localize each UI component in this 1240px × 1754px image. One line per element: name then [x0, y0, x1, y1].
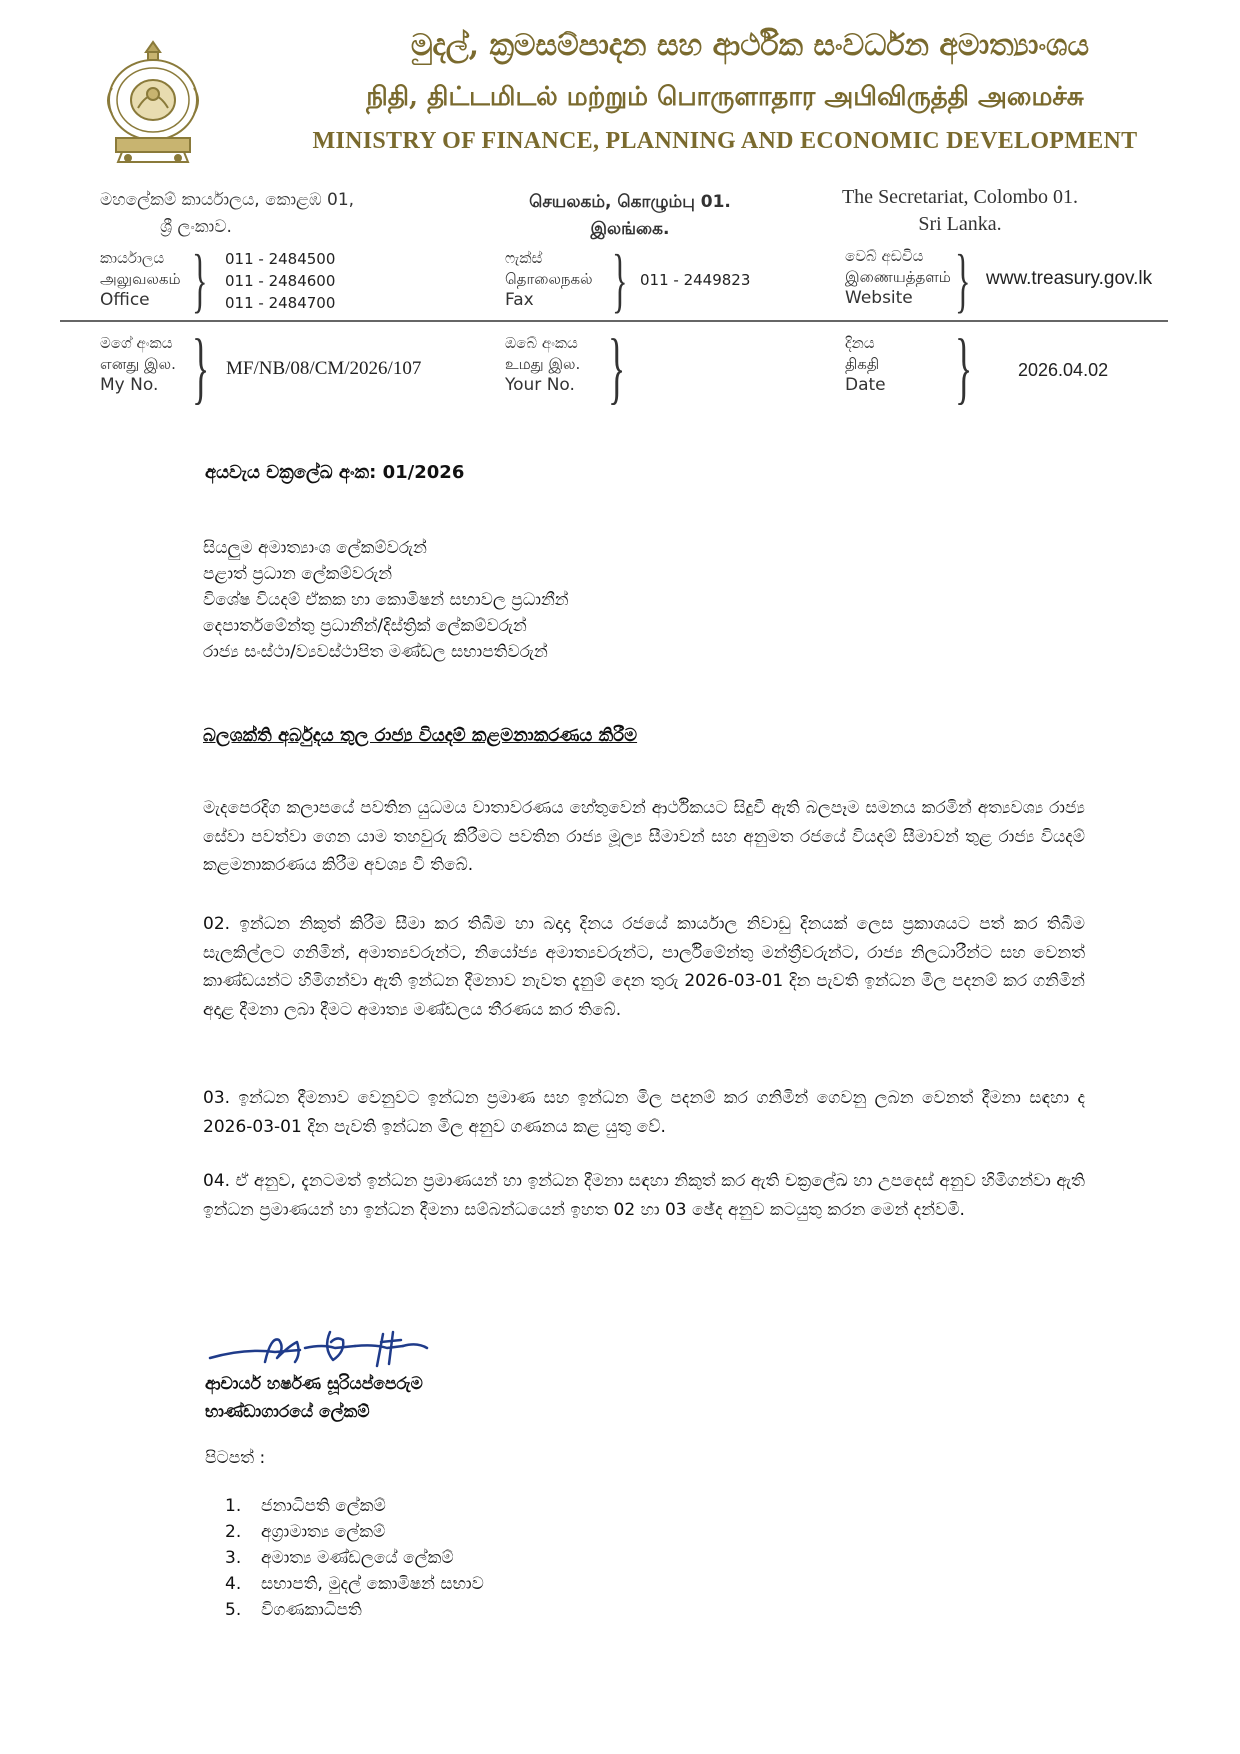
recipient-line: රාජ්‍ය සංස්ථා/ව්‍යවස්ථාපිත මණ්ඩල සභාපතිවරුන් [203, 642, 548, 662]
date-label [845, 333, 886, 396]
handwritten-signature [205, 1318, 485, 1378]
paragraph-02: 02. ඉන්ධන නිකුත් කිරීම සීමා කර තිබීම හා බදාදා දිනය රජයේ කාර්යාල නිවාඩු දිනයක් ලෙස ප්‍රකාශයට පත් කර තිබීම සැලකිල්ලට ගනිමින්, අමාත්‍යවරුන්ට, නියෝජ්‍ය අමාත්‍යවරුන්ට, පාර්ලිමේන්තු මන්ත්‍රීවරුන්ට, රාජ්‍ය නිලධාරීන්ට සහ වෙනත් කාණ්ඩයන්ට හිමිගන්වා ඇති ඉන්ධන දීමනාව නැවත දැනුම් දෙන තුරු 2026-03-01 දින පැවති ඉන්ධන මිල පදනම් කර ගනිමින් අදාළ දීමනා ලබා දීමට අමාත්‍ය මණ්ඩලය තීරණය කර තිබේ. [203, 914, 1085, 1020]
office-label-en: Office [100, 290, 150, 310]
copies-list [225, 1493, 484, 1623]
circular-number: අයවැය චක්‍රලේඛ අංක: 01/2026 [205, 462, 465, 483]
address-si-line1: මහලේකම් කාර්යාලය, කොළඹ 01, [100, 190, 355, 210]
my-no-label [100, 333, 176, 396]
your-no-label-en: Your No. [505, 375, 575, 395]
list-item [225, 1519, 484, 1545]
office-number[interactable]: 011 - 2484700 [225, 294, 336, 312]
your-no-label-ta: உமது இல. [505, 355, 581, 373]
copy-recipient: අමාත්‍ය මණ්ඩලයේ ලේකම් [261, 1548, 454, 1568]
my-no-label-ta: எனது இல. [100, 355, 176, 373]
copy-number: 4. [225, 1574, 242, 1594]
copy-recipient: ජනාධිපති ලේකම් [261, 1496, 386, 1516]
address-en-line2: Sri Lanka. [918, 213, 1002, 235]
date-label-ta: திகதி [845, 355, 880, 373]
office-label-ta: அலுவலகம் [100, 270, 181, 288]
fax-label [505, 248, 593, 311]
date-label-en: Date [845, 375, 886, 395]
office-brace: } [192, 240, 208, 320]
address-sinhala [100, 187, 400, 241]
address-ta-line2: இலங்கை. [590, 219, 670, 239]
website-label-si: වෙබ් අඩවිය [845, 247, 924, 265]
signer-name: ආචාර්ය හර්ෂණ සූරියප්පෙරුම [205, 1374, 423, 1394]
website-label-ta: இணையத்தளம் [845, 268, 951, 286]
recipients-list [203, 535, 569, 665]
state-emblem-icon [98, 38, 208, 166]
office-number[interactable]: 011 - 2484500 [225, 250, 336, 268]
copy-recipient: අග්‍රාමාත්‍ය ලේකම් [261, 1522, 386, 1542]
your-no-brace: } [608, 324, 626, 412]
website-link[interactable]: www.treasury.gov.lk [986, 268, 1153, 289]
office-number[interactable]: 011 - 2484600 [225, 272, 336, 290]
header-divider [60, 320, 1168, 322]
your-no-label [505, 333, 580, 396]
date-brace: } [955, 324, 973, 412]
list-item [225, 1571, 484, 1597]
paragraph-intro: මැදපෙරදිග කලාපයේ පවතින යුධමය වාතාවරණය හේතුවෙන් ආර්ථිකයට සිදුවී ඇති බලපෑම සමනය කරමින් අත්‍යවශ්‍ය රාජ්‍ය සේවා පවත්වා ගෙන යාම තහවුරු කිරීමට පවතින රාජ්‍ය මූල්‍ය සීමාවන් සහ අනුමත රජයේ වියදම් සීමාවන් තුළ රාජ්‍ය වියදම් කළමනාකරණය කිරීම අවශ්‍ය වී තිබේ. [203, 798, 1085, 875]
copies-label: පිටපත් : [205, 1448, 266, 1468]
ministry-name-english: MINISTRY OF FINANCE, PLANNING AND ECONOMIC DEVELOPMENT [312, 128, 1138, 154]
address-english [800, 184, 1120, 238]
copy-number: 5. [225, 1600, 242, 1620]
signer-block [205, 1370, 423, 1426]
fax-label-si: ෆැක්ස් [505, 249, 543, 267]
fax-label-ta: தொலைநகல் [505, 270, 593, 288]
fax-brace: } [612, 240, 628, 320]
recipient-line: විශේෂ වියදම් ඒකක හා කොමිෂන් සභාවල ප්‍රධානීන් [203, 590, 569, 610]
letter-date: 2026.04.02 [1018, 360, 1109, 380]
ministry-name-sinhala: මුදල්, ක්‍රමසම්පාදන සහ ආර්ථික සංවර්ධන අමාත්‍යාංශය [410, 28, 1090, 63]
list-item [225, 1493, 484, 1519]
my-reference-number: MF/NB/08/CM/2026/107 [226, 358, 422, 379]
copy-number: 1. [225, 1496, 242, 1516]
address-tamil [480, 189, 780, 243]
copy-number: 2. [225, 1522, 242, 1542]
website-brace: } [955, 240, 971, 320]
signer-title: භාණ්ඩාගාරයේ ලේකම් [205, 1402, 370, 1422]
address-ta-line1: செயலகம், கொழும்பு 01. [529, 192, 731, 212]
my-no-label-si: මගේ අංකය [100, 334, 173, 352]
recipient-line: සියලුම අමාත්‍යාංශ ලේකම්වරුන් [203, 538, 427, 558]
list-item [225, 1545, 484, 1571]
fax-number[interactable]: 011 - 2449823 [640, 271, 751, 289]
address-en-line1: The Secretariat, Colombo 01. [841, 186, 1079, 208]
fax-label-en: Fax [505, 290, 534, 310]
paragraph-03: 03. ඉන්ධන දීමනාව වෙනුවට ඉන්ධන ප්‍රමාණ සහ ඉන්ධන මිල පදනම් කර ගනිමින් ගෙවනු ලබන වෙනත් දීමනා සඳහා ද 2026-03-01 දින පැවති ඉන්ධන මිල අනුව ගණනය කළ යුතු වේ. [203, 1088, 1085, 1137]
copy-recipient: විගණකාධිපති [261, 1600, 362, 1620]
copy-number: 3. [225, 1548, 242, 1568]
website-label-en: Website [845, 288, 913, 308]
paragraph-04: 04. ඒ අනුව, දැනටමත් ඉන්ධන ප්‍රමාණයන් හා ඉන්ධන දීමනා සඳහා නිකුත් කර ඇති චක්‍රලේඛ හා උපදෙස් අනුව හිමිගන්වා ඇති ඉන්ධන ප්‍රමාණයන් හා ඉන්ධන දීමනා සම්බන්ධයෙන් ඉහත 02 හා 03 ඡේද අනුව කටයුතු කරන මෙන් දන්වමි. [203, 1171, 1085, 1220]
address-si-line2: ශ්‍රී ලංකාව. [160, 217, 232, 237]
copy-recipient: සභාපති, මුදල් කොමිෂන් සභාව [261, 1574, 484, 1594]
website-label [845, 246, 951, 309]
ministry-name-tamil: நிதி, திட்டமிடல் மற்றும் பொருளாதார அபிவிருத்தி அமைச்சு [366, 82, 1084, 112]
letter-subject: බලශක්ති අර්බුදය තුල රාජ්‍ය වියදම් කළමනාකරණය කිරීම [203, 725, 638, 746]
my-no-label-en: My No. [100, 375, 159, 395]
list-item [225, 1597, 484, 1623]
office-numbers [225, 248, 335, 314]
recipient-line: පළාත් ප්‍රධාන ලේකම්වරුන් [203, 564, 393, 584]
my-no-brace: } [192, 324, 210, 412]
office-label [100, 248, 181, 311]
date-label-si: දිනය [845, 334, 875, 352]
your-no-label-si: ඔබේ අංකය [505, 334, 578, 352]
office-label-si: කාර්යාලය [100, 249, 165, 267]
recipient-line: දෙපාර්තමේන්තු ප්‍රධානීන්/දිස්ත්‍රික් ලේකම්වරුන් [203, 616, 527, 636]
